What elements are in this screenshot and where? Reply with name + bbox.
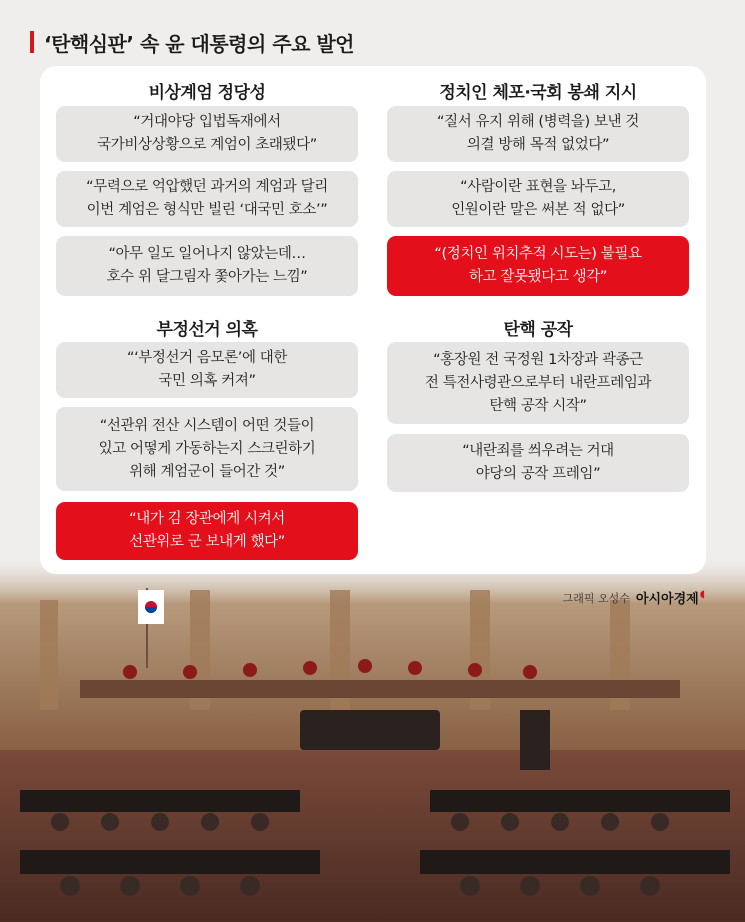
section-title-impeachment: 탄핵 공작 [503,320,573,340]
credit-brand: 아시아경제 [635,592,699,607]
quote-impeachment-1: “홍장원 전 국정원 1차장과 곽종근 전 특전사령관으로부터 내란프레임과 탄핵 공작 시작” [387,342,689,424]
quotes-card [40,66,706,574]
quote-martial-law-3: “아무 일도 일어나지 않았는데… 호수 위 달그림자 쫓아가는 느낌” [56,236,358,296]
courtroom-photo [0,560,745,922]
section-title-martial-law: 비상계엄 정당성 [148,83,266,103]
quote-arrest-3-highlight: “(정치인 위치추적 시도는) 불필요 하고 잘못됐다고 생각” [387,236,689,296]
quote-arrest-2: “사람이란 표현을 놔두고, 인원이란 말은 써본 적 없다” [387,171,689,227]
quote-election-2: “선관위 전산 시스템이 어떤 것들이 있고 어떻게 가동하는지 스크린하기 위해 계엄군이 들어간 것” [56,407,358,491]
quote-arrest-1: “질서 유지 위해 (병력을) 보낸 것 의결 방해 목적 없었다” [387,106,689,162]
brand-mark-icon: ◖ [699,589,705,600]
page-title: ‘탄핵심판’ 속 윤 대통령의 주요 발언 [44,31,354,56]
quote-election-3-highlight: “내가 김 장관에게 시켜서 선관위로 군 보내게 했다” [56,502,358,560]
section-title-arrest: 정치인 체포·국회 봉쇄 지시 [439,83,637,103]
graphic-credit [563,588,705,607]
quote-impeachment-2: “내란죄를 씌우려는 거대 야당의 공작 프레임” [387,434,689,492]
quote-election-1: “‘부정선거 음모론’에 대한 국민 의혹 커져” [56,342,358,398]
quote-martial-law-1: “거대야당 입법독재에서 국가비상상황으로 계엄이 초래됐다” [56,106,358,162]
section-title-election: 부정선거 의혹 [156,320,258,340]
flag-icon [138,588,164,668]
quote-martial-law-2: “무력으로 억압했던 과거의 계엄과 달리 이번 계엄은 형식만 빌린 ‘대국민 호소’” [56,171,358,227]
header-accent-bar [30,31,34,53]
credit-byline: 그래픽 오성수 [562,591,630,605]
header [30,22,354,62]
